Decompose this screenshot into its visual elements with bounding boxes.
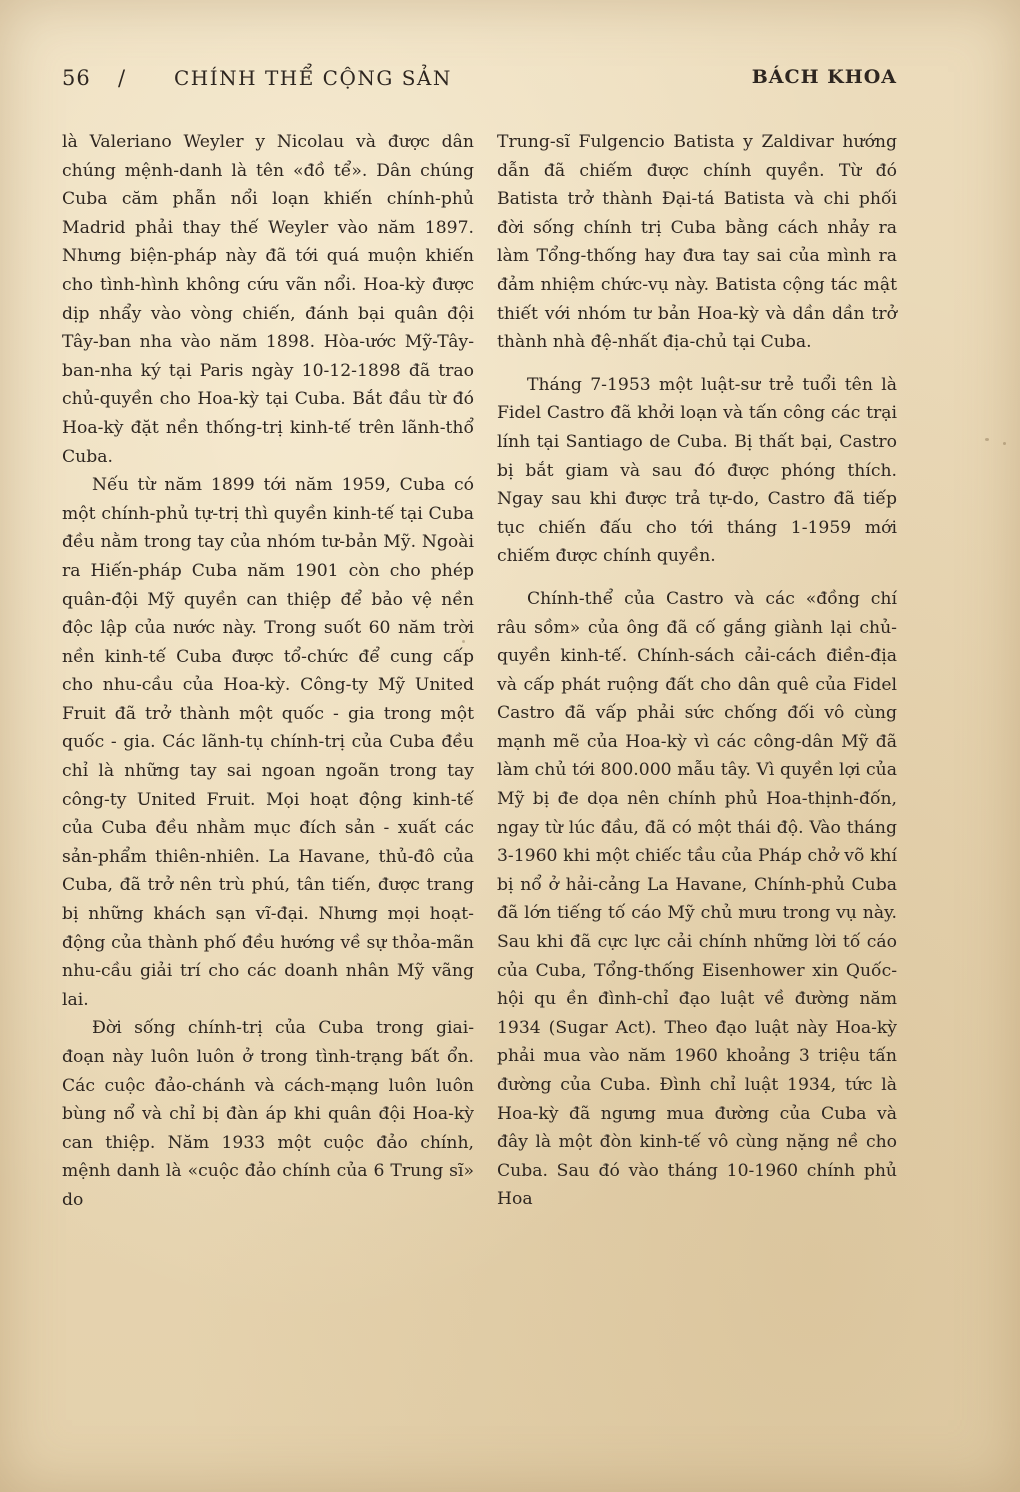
- right-paragraph-3: Chính-thể của Castro và các «đồng chí râu sồm» của ông đã cố gắng giành lại chủ-quyền kinh-tế. Chính-sách cải-cách điền-địa và cấp phát ruộng đất cho dân quê của Fidel Castro đã vấp phải sức chống đối vô cùng mạnh mẽ của Hoa-kỳ vì các công-dân Mỹ đã làm chủ tới 800.000 mẫu tây. Vì quyền lợi của Mỹ bị đe dọa nên chính phủ Hoa-thịnh-đốn, ngay từ lúc đầu, đã có một thái độ. Vào tháng 3-1960 khi một chiếc tầu của Pháp chở võ khí bị nổ ở hải-cảng La Havane, Chính-phủ Cuba đã lớn tiếng tố cáo Mỹ chủ mưu trong vụ này. Sau khi đã cực lực cải chính những lời tố cáo của Cuba, Tổng-thống Eisenhower xin Quốc-hội qu ền đình-chỉ đạo luật về đường năm 1934 (Sugar Act). Theo đạo luật này Hoa-kỳ phải mua vào năm 1960 khoảng 3 triệu tấn đường của Cuba. Đình chỉ luật 1934, tức là Hoa-kỳ đã ngưng mua đường của Cuba và đây là một đòn kinh-tế vô cùng nặng nề cho Cuba. Sau đó vào tháng 10-1960 chính phủ Hoa: [497, 588, 897, 1210]
- paper-speck: [462, 640, 465, 643]
- left-paragraph-1: là Valeriano Weyler y Nicolau và được dân chúng mệnh-danh là tên «đồ tể». Dân chúng Cuba căm phẫn nổi loạn khiến chính-phủ Madrid phải thay thế Weyler vào năm 1897. Nhưng biện-pháp này đã tới quá muộn khiến cho tình-hình không cứu vãn nổi. Hoa-kỳ được dịp nhẩy vào vòng chiến, đánh bại quân đội Tây-ban nha vào năm 1898. Hòa-ước Mỹ-Tây-ban-nha ký tại Paris ngày 10-12-1898 đã trao chủ-quyền cho Hoa-kỳ tại Cuba. Bắt đầu từ đó Hoa-kỳ đặt nền thống-trị kinh-tế trên lãnh-thổ Cuba.: [62, 132, 474, 467]
- left-column: [62, 128, 474, 1215]
- running-title: CHÍNH THỂ CỘNG SẢN: [174, 66, 452, 90]
- left-paragraph-2: Nếu từ năm 1899 tới năm 1959, Cuba có một chính-phủ tự-trị thì quyền kinh-tế tại Cuba đều nằm trong tay của nhóm tư-bản Mỹ. Ngoài ra Hiến-pháp Cuba năm 1901 còn cho phép quân-đội Mỹ quyền can thiệp để bảo vệ nền độc lập của nước này. Trong suốt 60 năm trời nền kinh-tế Cuba được tổ-chức để cung cấp cho nhu-cầu của Hoa-kỳ. Công-ty Mỹ United Fruit đã trở thành một quốc - gia trong một quốc - gia. Các lãnh-tụ chính-trị của Cuba đều chỉ là những tay sai ngoan ngoãn trong tay công-ty United Fruit. Mọi hoạt động kinh-tế của Cuba đều nhằm mục đích sản - xuất các sản-phẩm thiên-nhiên. La Havane, thủ-đô của Cuba, đã trở nên trù phú, tân tiến, được trang bị những khách sạn vĩ-đại. Nhưng mọi hoạt-động của thành phố đều hướng về sự thỏa-mãn nhu-cầu giải trí cho các doanh nhân Mỹ vãng lai.: [62, 475, 474, 1010]
- left-paragraph-3: Đời sống chính-trị của Cuba trong giai-đoạn này luôn luôn ở trong tình-trạng bất ổn. Các cuộc đảo-chánh và cách-mạng luôn luôn bùng nổ và chỉ bị đàn áp khi quân đội Hoa-kỳ can thiệp. Năm 1933 một cuộc đảo chính, mệnh danh là «cuộc đảo chính của 6 Trung sĩ» do: [62, 1018, 474, 1210]
- right-paragraph-2: Tháng 7-1953 một luật-sư trẻ tuổi tên là Fidel Castro đã khởi loạn và tấn công các trại lính tại Santiago de Cuba. Bị thất bại, Castro bị bắt giam và sau đó được phóng thích. Ngay sau khi được trả tự-do, Castro đã tiếp tục chiến đấu cho tới tháng 1-1959 mới chiếm được chính quyền.: [497, 374, 897, 567]
- page-number: 56: [62, 66, 91, 90]
- paper-speck: [1003, 442, 1006, 445]
- paper-speck: [985, 438, 989, 441]
- header-separator: /: [118, 66, 127, 90]
- right-column: [497, 128, 897, 1214]
- right-paragraph-1: Trung-sĩ Fulgencio Batista y Zaldivar hướng dẫn đã chiếm được chính quyền. Từ đó Batista trở thành Đại-tá Batista và chi phối đời sống chính trị Cuba bằng cách nhảy ra làm Tổng-thống hay đưa tay sai của mình ra đảm nhiệm chức-vụ này. Batista cộng tác mật thiết với nhóm tư bản Hoa-kỳ và dần dần trở thành nhà đệ-nhất địa-chủ tại Cuba.: [497, 132, 897, 353]
- page-header: [62, 62, 897, 96]
- magazine-title: BÁCH KHOA: [751, 66, 897, 88]
